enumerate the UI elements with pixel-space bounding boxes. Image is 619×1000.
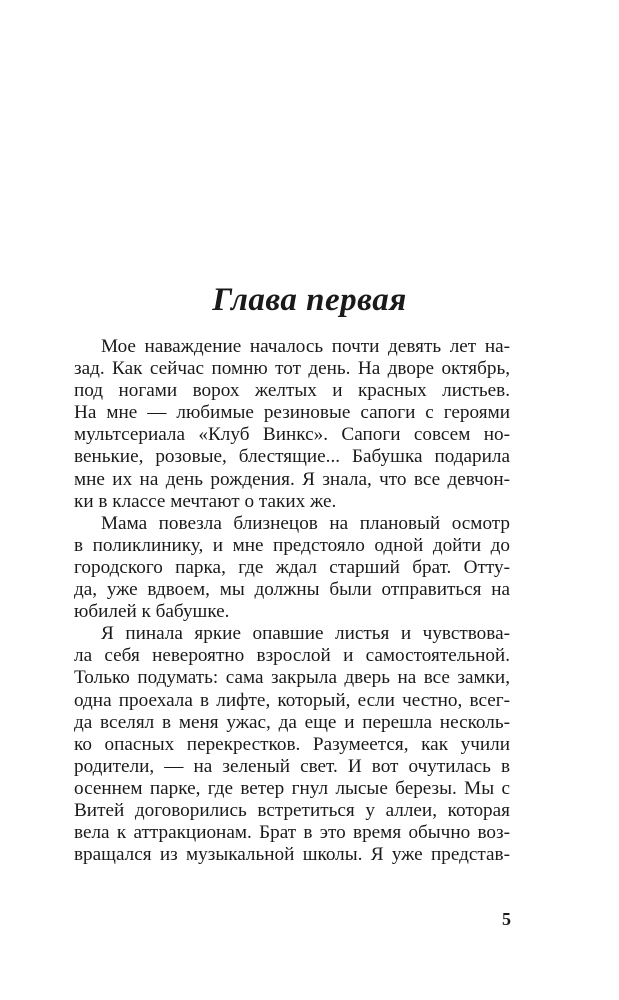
text-line: Мама повезла близнецов на плановый осмотр xyxy=(101,512,510,534)
text-line: юбилей к бабушке. xyxy=(74,601,230,623)
text-line: зад. Как сейчас помню тот день. На дворе октябрь, xyxy=(74,358,510,380)
text-line: осеннем парке, где ветер гнул лысые березы. Мы с xyxy=(74,777,510,799)
text-line: одна проехала в лифте, который, если честно, всег- xyxy=(74,689,510,711)
text-line: вращался из музыкальной школы. Я уже представ- xyxy=(74,844,510,866)
text-line: под ногами ворох желтых и красных листьев. xyxy=(74,380,510,402)
text-line: ла себя невероятно взрослой и самостоятельной. xyxy=(74,645,510,667)
text-line: родители, — на зеленый свет. И вот очутилась в xyxy=(74,755,510,777)
body-text xyxy=(74,336,510,866)
text-line: Мое наваждение началось почти девять лет на- xyxy=(101,336,510,357)
text-line: венькие, розовые, блестящие... Бабушка подарила xyxy=(74,446,510,468)
text-line: да вселял в меня ужас, да еще и перешла несколь- xyxy=(74,711,510,733)
text-line: ки в классе мечтают о таких же. xyxy=(74,490,337,512)
text-line: да, уже вдвоем, мы должны были отправиться на xyxy=(74,579,510,601)
page-number: 5 xyxy=(502,909,511,929)
text-line: На мне — любимые резиновые сапоги с героями xyxy=(74,402,510,424)
text-line: мультсериала «Клуб Винкс». Сапоги совсем но- xyxy=(74,424,510,446)
text-line: ко опасных перекрестков. Разумеется, как учили xyxy=(74,733,510,755)
chapter-title: Глава первая xyxy=(212,282,407,318)
text-line: Только подумать: сама закрыла дверь на все замки, xyxy=(74,667,510,689)
text-line: городского парка, где ждал старший брат. Отту- xyxy=(74,556,510,578)
text-line: мне их на день рождения. Я знала, что все девчон- xyxy=(74,468,510,490)
text-line: в поликлинику, и мне предстояло одной дойти до xyxy=(74,534,510,556)
text-line: вела к аттракционам. Брат в это время обычно воз- xyxy=(74,822,510,844)
text-line: Я пинала яркие опавшие листья и чувствова- xyxy=(101,623,510,645)
text-line: Витей договорились встретиться у аллеи, которая xyxy=(74,799,510,821)
